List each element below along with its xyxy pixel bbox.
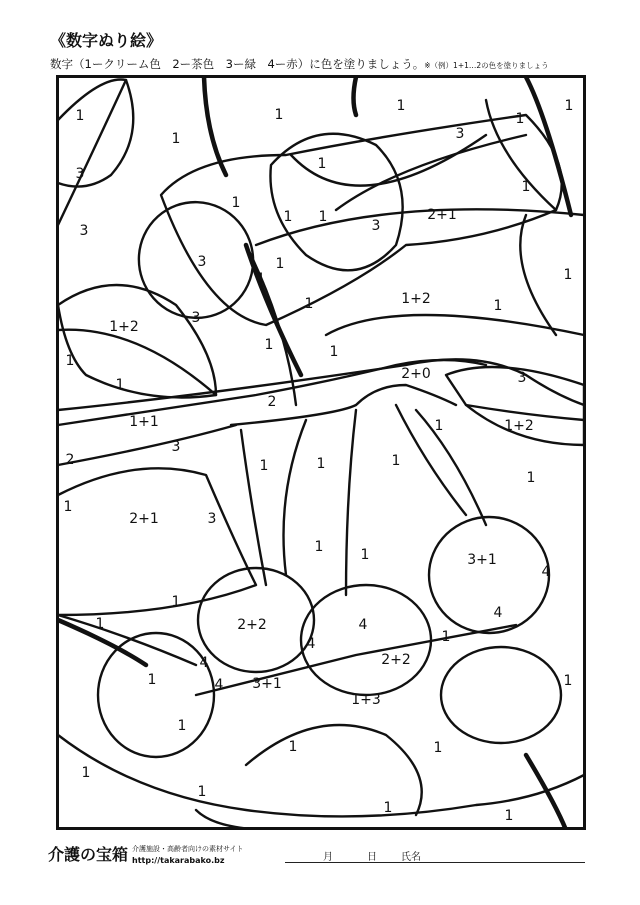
region-number: 1 (493, 298, 503, 314)
region-number: 1 (81, 765, 91, 781)
region-number: 4 (493, 605, 503, 621)
coloring-canvas (56, 75, 586, 830)
region-number: 1 (441, 629, 451, 645)
region-number: 3 (207, 511, 217, 527)
region-number: 2+1 (129, 511, 159, 527)
region-number: 4 (541, 564, 551, 580)
region-number: 1 (171, 131, 181, 147)
region-number: 4 (199, 655, 209, 671)
region-number: 1 (563, 673, 573, 689)
region-number: 2+2 (381, 652, 411, 668)
brand-logo: 介護の宝箱 (48, 845, 129, 864)
brand-info (132, 844, 244, 866)
coloring-picture (56, 75, 586, 830)
page-title: 《数字ぬり絵》 (50, 31, 163, 50)
region-number: 1+2 (504, 418, 534, 434)
region-number: 1 (521, 179, 531, 195)
region-number: 3 (171, 439, 181, 455)
region-number: 1 (360, 547, 370, 563)
region-number: 1 (564, 98, 574, 114)
region-number: 1 (304, 296, 314, 312)
region-number: 1 (95, 616, 105, 632)
brand-url[interactable]: http://takarabako.bz (132, 856, 225, 865)
region-number: 1+3 (351, 692, 381, 708)
region-number: 1 (318, 209, 328, 225)
region-number: 1 (391, 453, 401, 469)
region-number: 1 (75, 108, 85, 124)
region-number: 3 (455, 126, 465, 142)
region-number: 1 (231, 195, 241, 211)
name-label: 氏名 (401, 852, 421, 863)
region-number: 1 (526, 470, 536, 486)
region-number: 3 (197, 254, 207, 270)
region-number: 3 (191, 310, 201, 326)
region-number: 2+1 (427, 207, 457, 223)
instructions-text: 数字（1ークリーム色 2ー茶色 3ー緑 4ー赤）に色を塗りましょう。 (50, 57, 425, 71)
region-number: 1 (563, 267, 573, 283)
region-number: 1 (314, 539, 324, 555)
region-number: 1 (317, 156, 327, 172)
region-number: 1 (264, 337, 274, 353)
day-label: 日 (367, 852, 377, 863)
region-number: 1 (283, 209, 293, 225)
region-number: 2 (267, 394, 277, 410)
region-number: 1 (274, 107, 284, 123)
region-number: 3 (79, 223, 89, 239)
region-number: 3+1 (467, 552, 497, 568)
region-number: 1 (256, 271, 266, 287)
region-number: 1 (259, 458, 269, 474)
example-note: ※（例）1+1…2の色を塗りましょう (424, 61, 549, 70)
region-number: 1 (329, 344, 339, 360)
picture-frame (58, 77, 585, 829)
region-number: 3 (75, 166, 85, 182)
region-number: 2 (65, 452, 75, 468)
region-number: 1 (396, 98, 406, 114)
region-number: 1+2 (109, 319, 139, 335)
region-number: 1 (171, 594, 181, 610)
region-number: 1 (434, 418, 444, 434)
month-label: 月 (323, 852, 333, 863)
region-number: 3 (517, 370, 527, 386)
region-number: 1 (197, 784, 207, 800)
region-number: 1+2 (401, 291, 431, 307)
region-number: 2+0 (401, 366, 431, 382)
region-number: 1 (316, 456, 326, 472)
instructions (50, 56, 549, 72)
region-number: 1 (63, 499, 73, 515)
region-number: 4 (358, 617, 368, 633)
region-number: 1 (115, 377, 125, 393)
region-number: 2+2 (237, 617, 267, 633)
region-number: 4 (214, 677, 224, 693)
region-number: 1 (147, 672, 157, 688)
region-number: 3 (371, 218, 381, 234)
region-number: 1 (433, 740, 443, 756)
region-number: 1 (65, 353, 75, 369)
region-number: 4 (306, 636, 316, 652)
date-name-line (285, 848, 585, 863)
region-number: 1 (383, 800, 393, 816)
region-number: 1 (504, 808, 514, 824)
region-number: 1+1 (129, 414, 159, 430)
region-number: 1 (515, 111, 525, 127)
region-number: 1 (177, 718, 187, 734)
region-number: 1 (288, 739, 298, 755)
region-number: 1 (275, 256, 285, 272)
region-number: 3+1 (252, 676, 282, 692)
brand-tagline: 介護施設・高齢者向けの素材サイト (132, 845, 244, 853)
